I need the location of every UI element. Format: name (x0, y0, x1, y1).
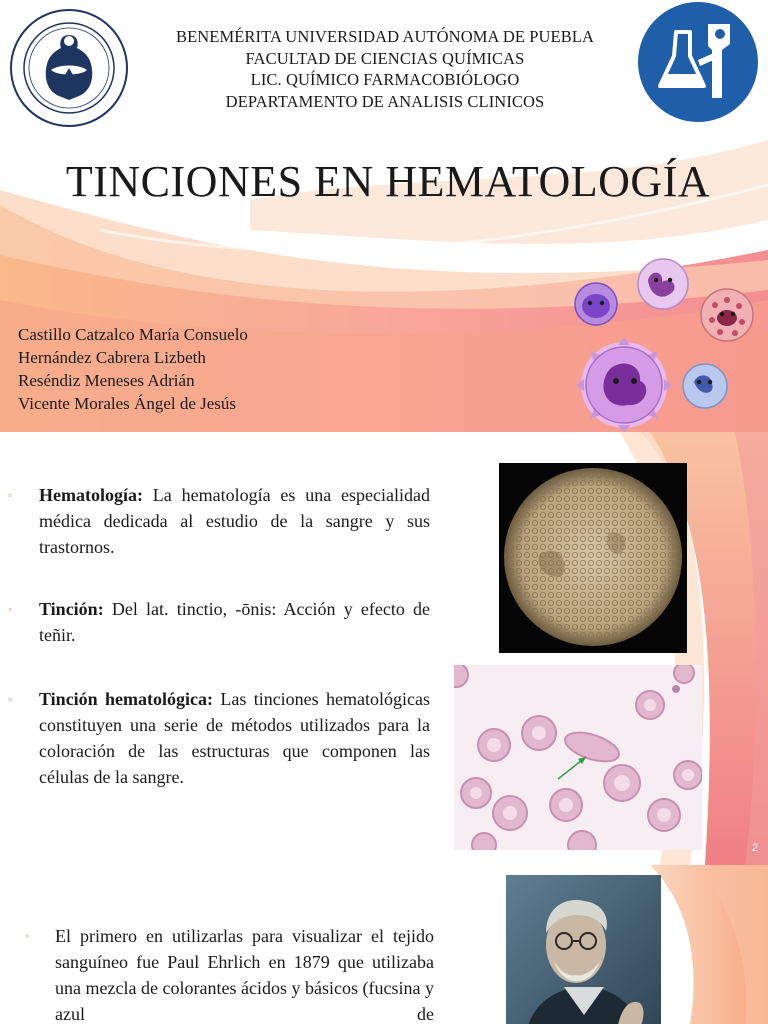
header-department: DEPARTAMENTO DE ANALISIS CLINICOS (225, 91, 545, 111)
author-name: Reséndiz Meneses Adrián (18, 371, 195, 390)
header-university: BENEMÉRITA UNIVERSIDAD AUTÓNOMA DE PUEBLA (175, 27, 595, 46)
term-label: Tinción: (39, 599, 104, 619)
author-name: Vicente Morales Ángel de Jesús (18, 394, 237, 413)
blood-smear-image (454, 665, 702, 850)
header-program: LIC. QUÍMICO FARMACOBIÓLOGO (250, 70, 520, 89)
history-slide (0, 865, 768, 1024)
list-item (8, 686, 430, 790)
bullet-icon: ◦ (8, 488, 13, 502)
blood-cell-cartoon-icon (0, 0, 768, 432)
definition-text: La hematología es una especialidad médica dedicada al estudio de la sangre y sus trastornos. (39, 485, 430, 557)
history-text: El primero en utilizarlas para visualizar el tejido sanguíneo fue Paul Ehrlich en 1879 que utilizaba una mezcla de colorantes ácidos y básicos (fucsina y azul de (55, 926, 434, 1024)
bullet-icon: ◦ (25, 929, 30, 943)
list-item (8, 596, 430, 648)
microscope-view-image (499, 463, 687, 653)
term-label: Tinción hematológica: (39, 689, 214, 709)
definition-text: Las tinciones hematológicas constituyen una serie de métodos utilizados para la coloración de las estructuras que componen las células de la sangre. (39, 689, 430, 787)
author-name: Hernández Cabrera Lizbeth (18, 348, 206, 367)
definitions-slide (0, 432, 768, 865)
definition-text: Del lat. tinctio, -ōnis: Acción y efecto de teñir. (39, 599, 430, 645)
term-label: Hematología: (39, 485, 143, 505)
list-item (8, 482, 430, 560)
slide-title: TINCIONES EN HEMATOLOGÍA (65, 157, 711, 206)
paul-ehrlich-portrait-image (506, 875, 661, 1024)
bullet-icon: ◦ (8, 692, 13, 706)
author-name: Castillo Catzalco María Consuelo (18, 325, 248, 344)
bullet-icon: ◦ (8, 602, 13, 616)
header-faculty: FACULTAD DE CIENCIAS QUÍMICAS (245, 48, 525, 68)
slide-number: 2 (751, 842, 758, 854)
title-slide (0, 0, 768, 432)
history-paragraph (25, 923, 434, 1024)
